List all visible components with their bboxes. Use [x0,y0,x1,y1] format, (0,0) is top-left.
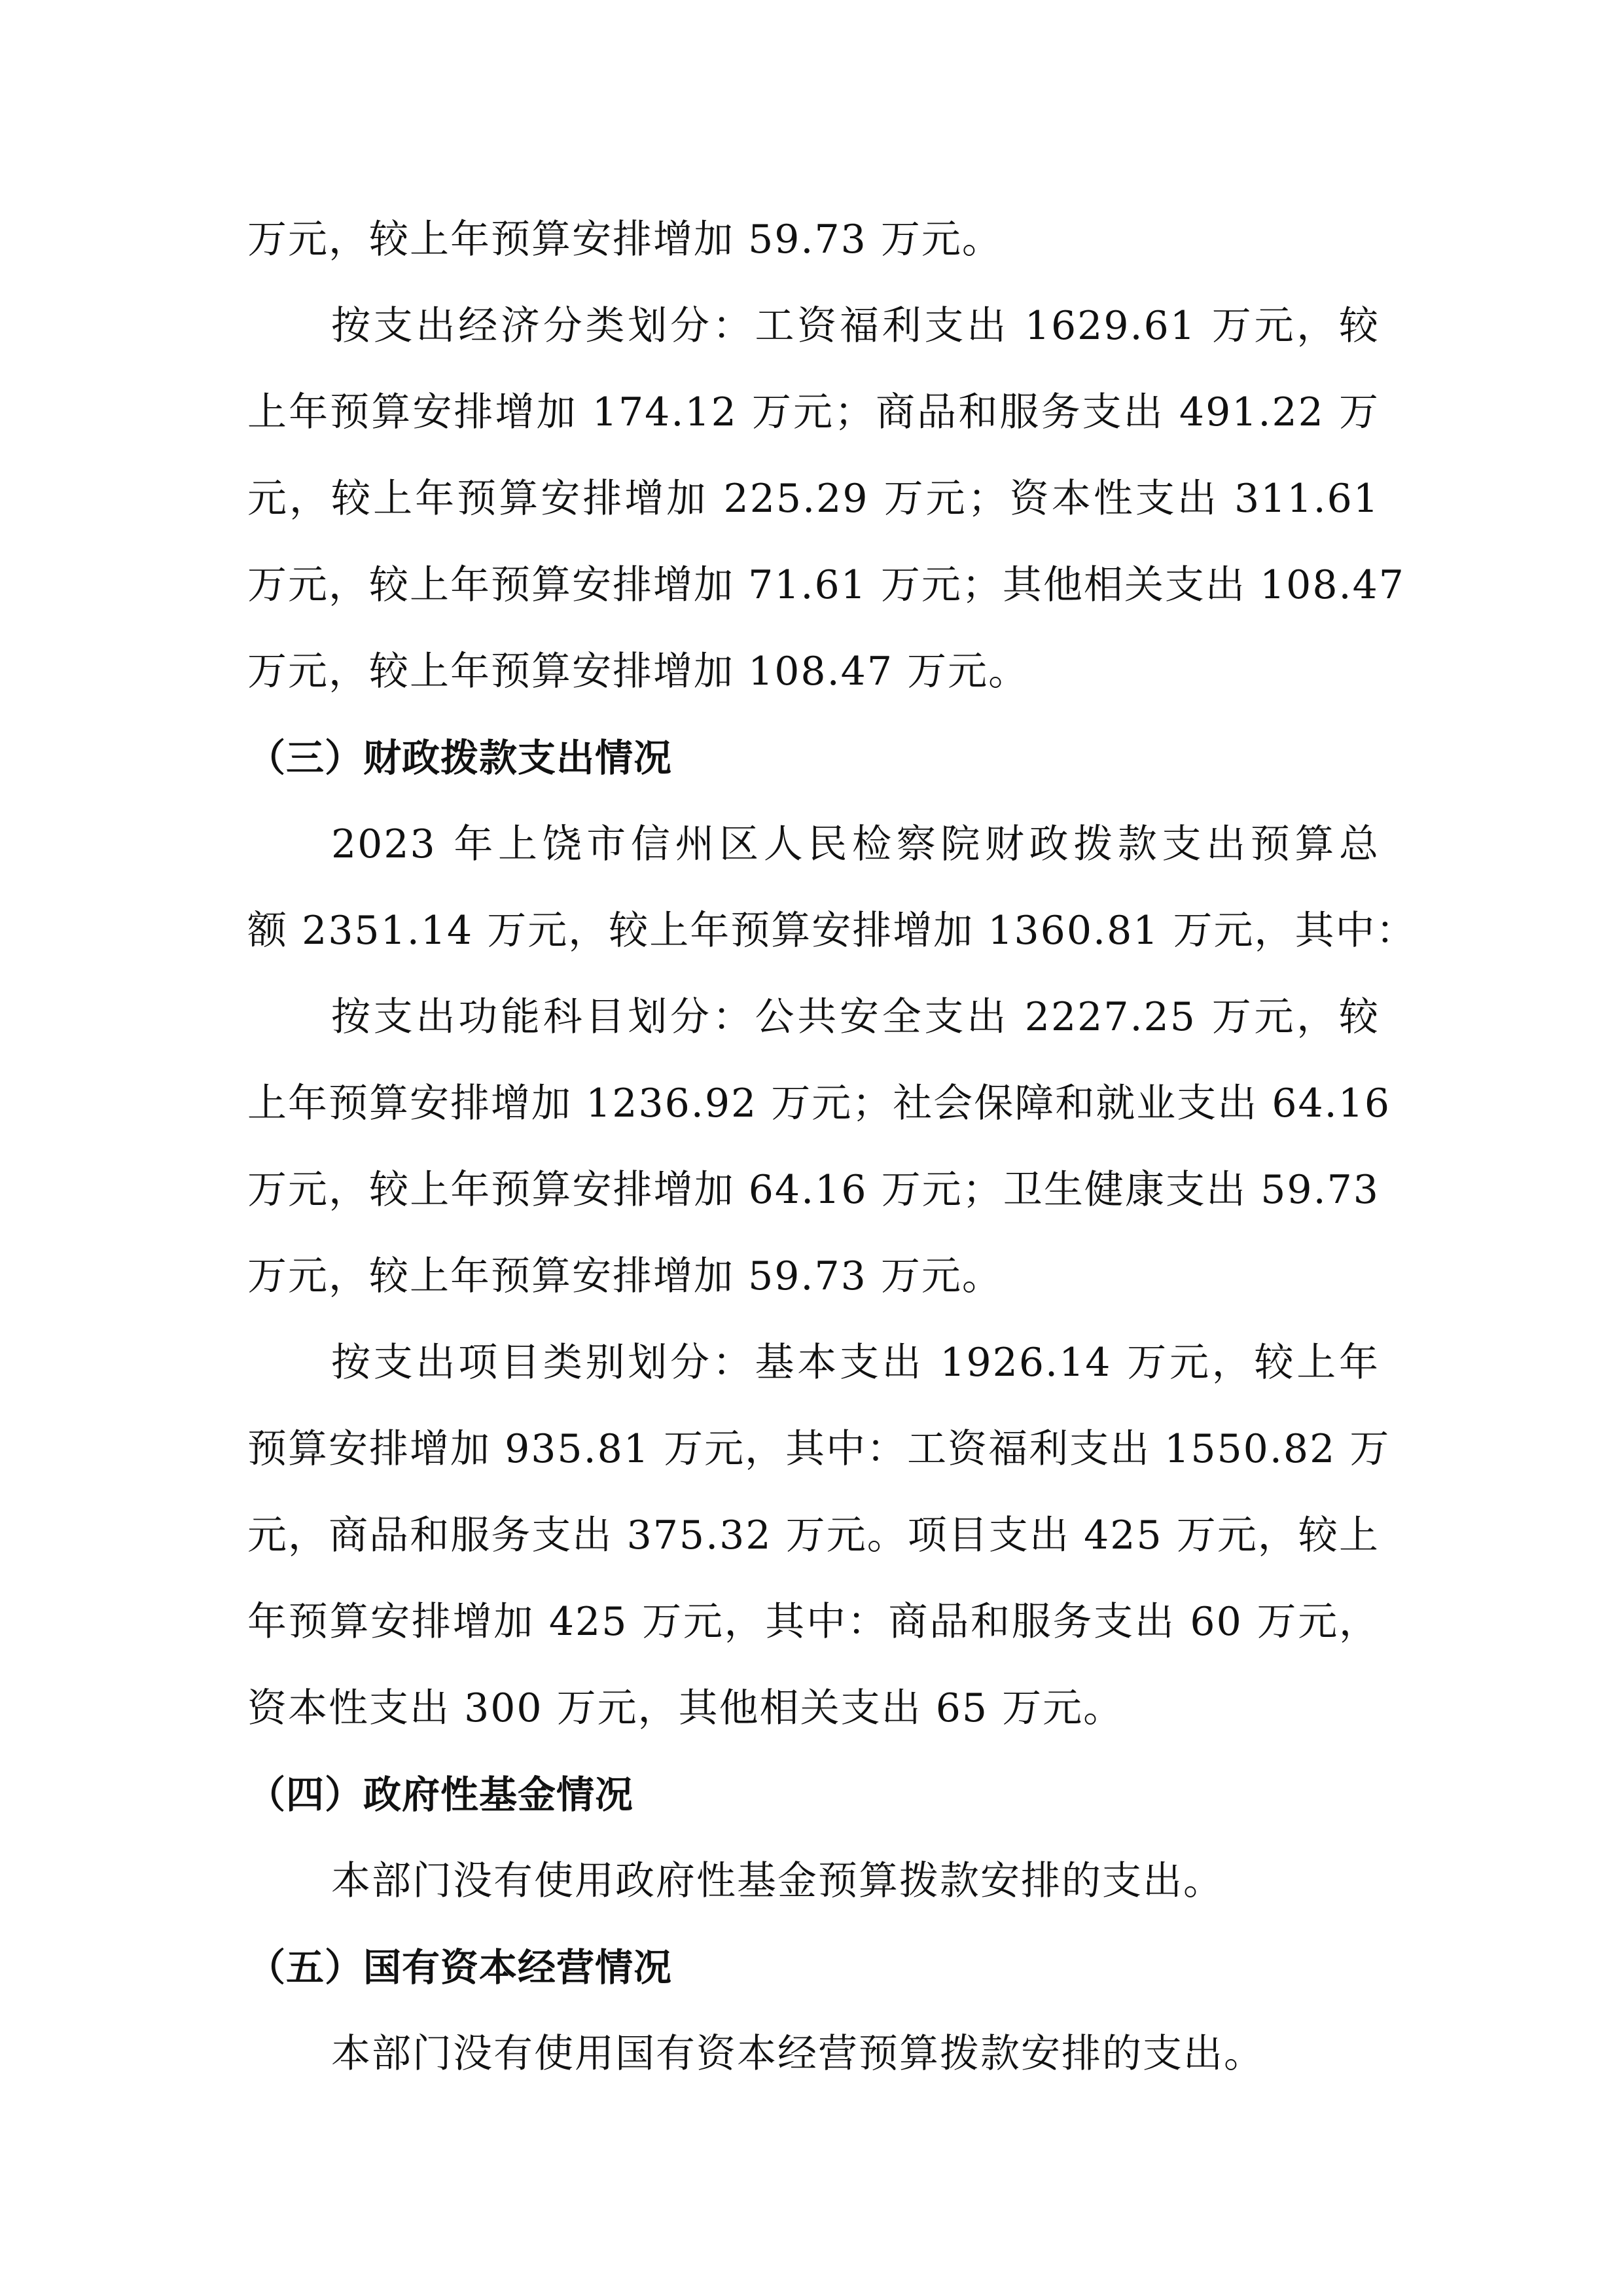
paragraph-line: 上年预算安排增加 1236.92 万元；社会保障和就业支出 64.16 [247,1081,1391,1126]
paragraph-line: 万元，较上年预算安排增加 71.61 万元；其他相关支出 108.47 [247,562,1405,608]
paragraph-line: 按支出经济分类划分：工资福利支出 1629.61 万元，较 [331,303,1380,349]
paragraph-line: 本部门没有使用国有资本经营预算拨款安排的支出。 [331,2031,1264,2077]
paragraph-line: 上年预算安排增加 174.12 万元；商品和服务支出 491.22 万 [247,389,1380,435]
section-heading-4: （四）政府性基金情况 [247,1772,634,1817]
paragraph-line: 按支出功能科目划分：公共安全支出 2227.25 万元，较 [331,994,1380,1040]
section-heading-3: （三）财政拨款支出情况 [247,736,673,780]
paragraph-line: 资本性支出 300 万元，其他相关支出 65 万元。 [247,1685,1124,1731]
paragraph-line: 按支出项目类别划分：基本支出 1926.14 万元，较上年 [331,1340,1380,1386]
section-heading-5: （五）国有资本经营情况 [247,1945,673,1990]
paragraph-line: 预算安排增加 935.81 万元，其中：工资福利支出 1550.82 万 [247,1426,1391,1472]
paragraph-line: 额 2351.14 万元，较上年预算安排增加 1360.81 万元，其中： [247,908,1417,954]
document-body [247,196,1417,2097]
paragraph-line: 本部门没有使用政府性基金预算拨款安排的支出。 [331,1858,1224,1904]
paragraph-line: 万元，较上年预算安排增加 64.16 万元；卫生健康支出 59.73 [247,1167,1380,1213]
paragraph-line: 万元，较上年预算安排增加 59.73 万元。 [247,1253,1003,1299]
paragraph-line: 年预算安排增加 425 万元，其中：商品和服务支出 60 万元， [247,1599,1380,1645]
paragraph-line: 2023 年上饶市信州区人民检察院财政拨款支出预算总 [331,821,1380,867]
paragraph-line: 元，较上年预算安排增加 225.29 万元；资本性支出 311.61 [247,476,1380,522]
paragraph-line: 万元，较上年预算安排增加 108.47 万元。 [247,649,1029,694]
paragraph-line: 万元，较上年预算安排增加 59.73 万元。 [247,217,1003,262]
paragraph-line: 元，商品和服务支出 375.32 万元。项目支出 425 万元，较上 [247,1513,1380,1558]
